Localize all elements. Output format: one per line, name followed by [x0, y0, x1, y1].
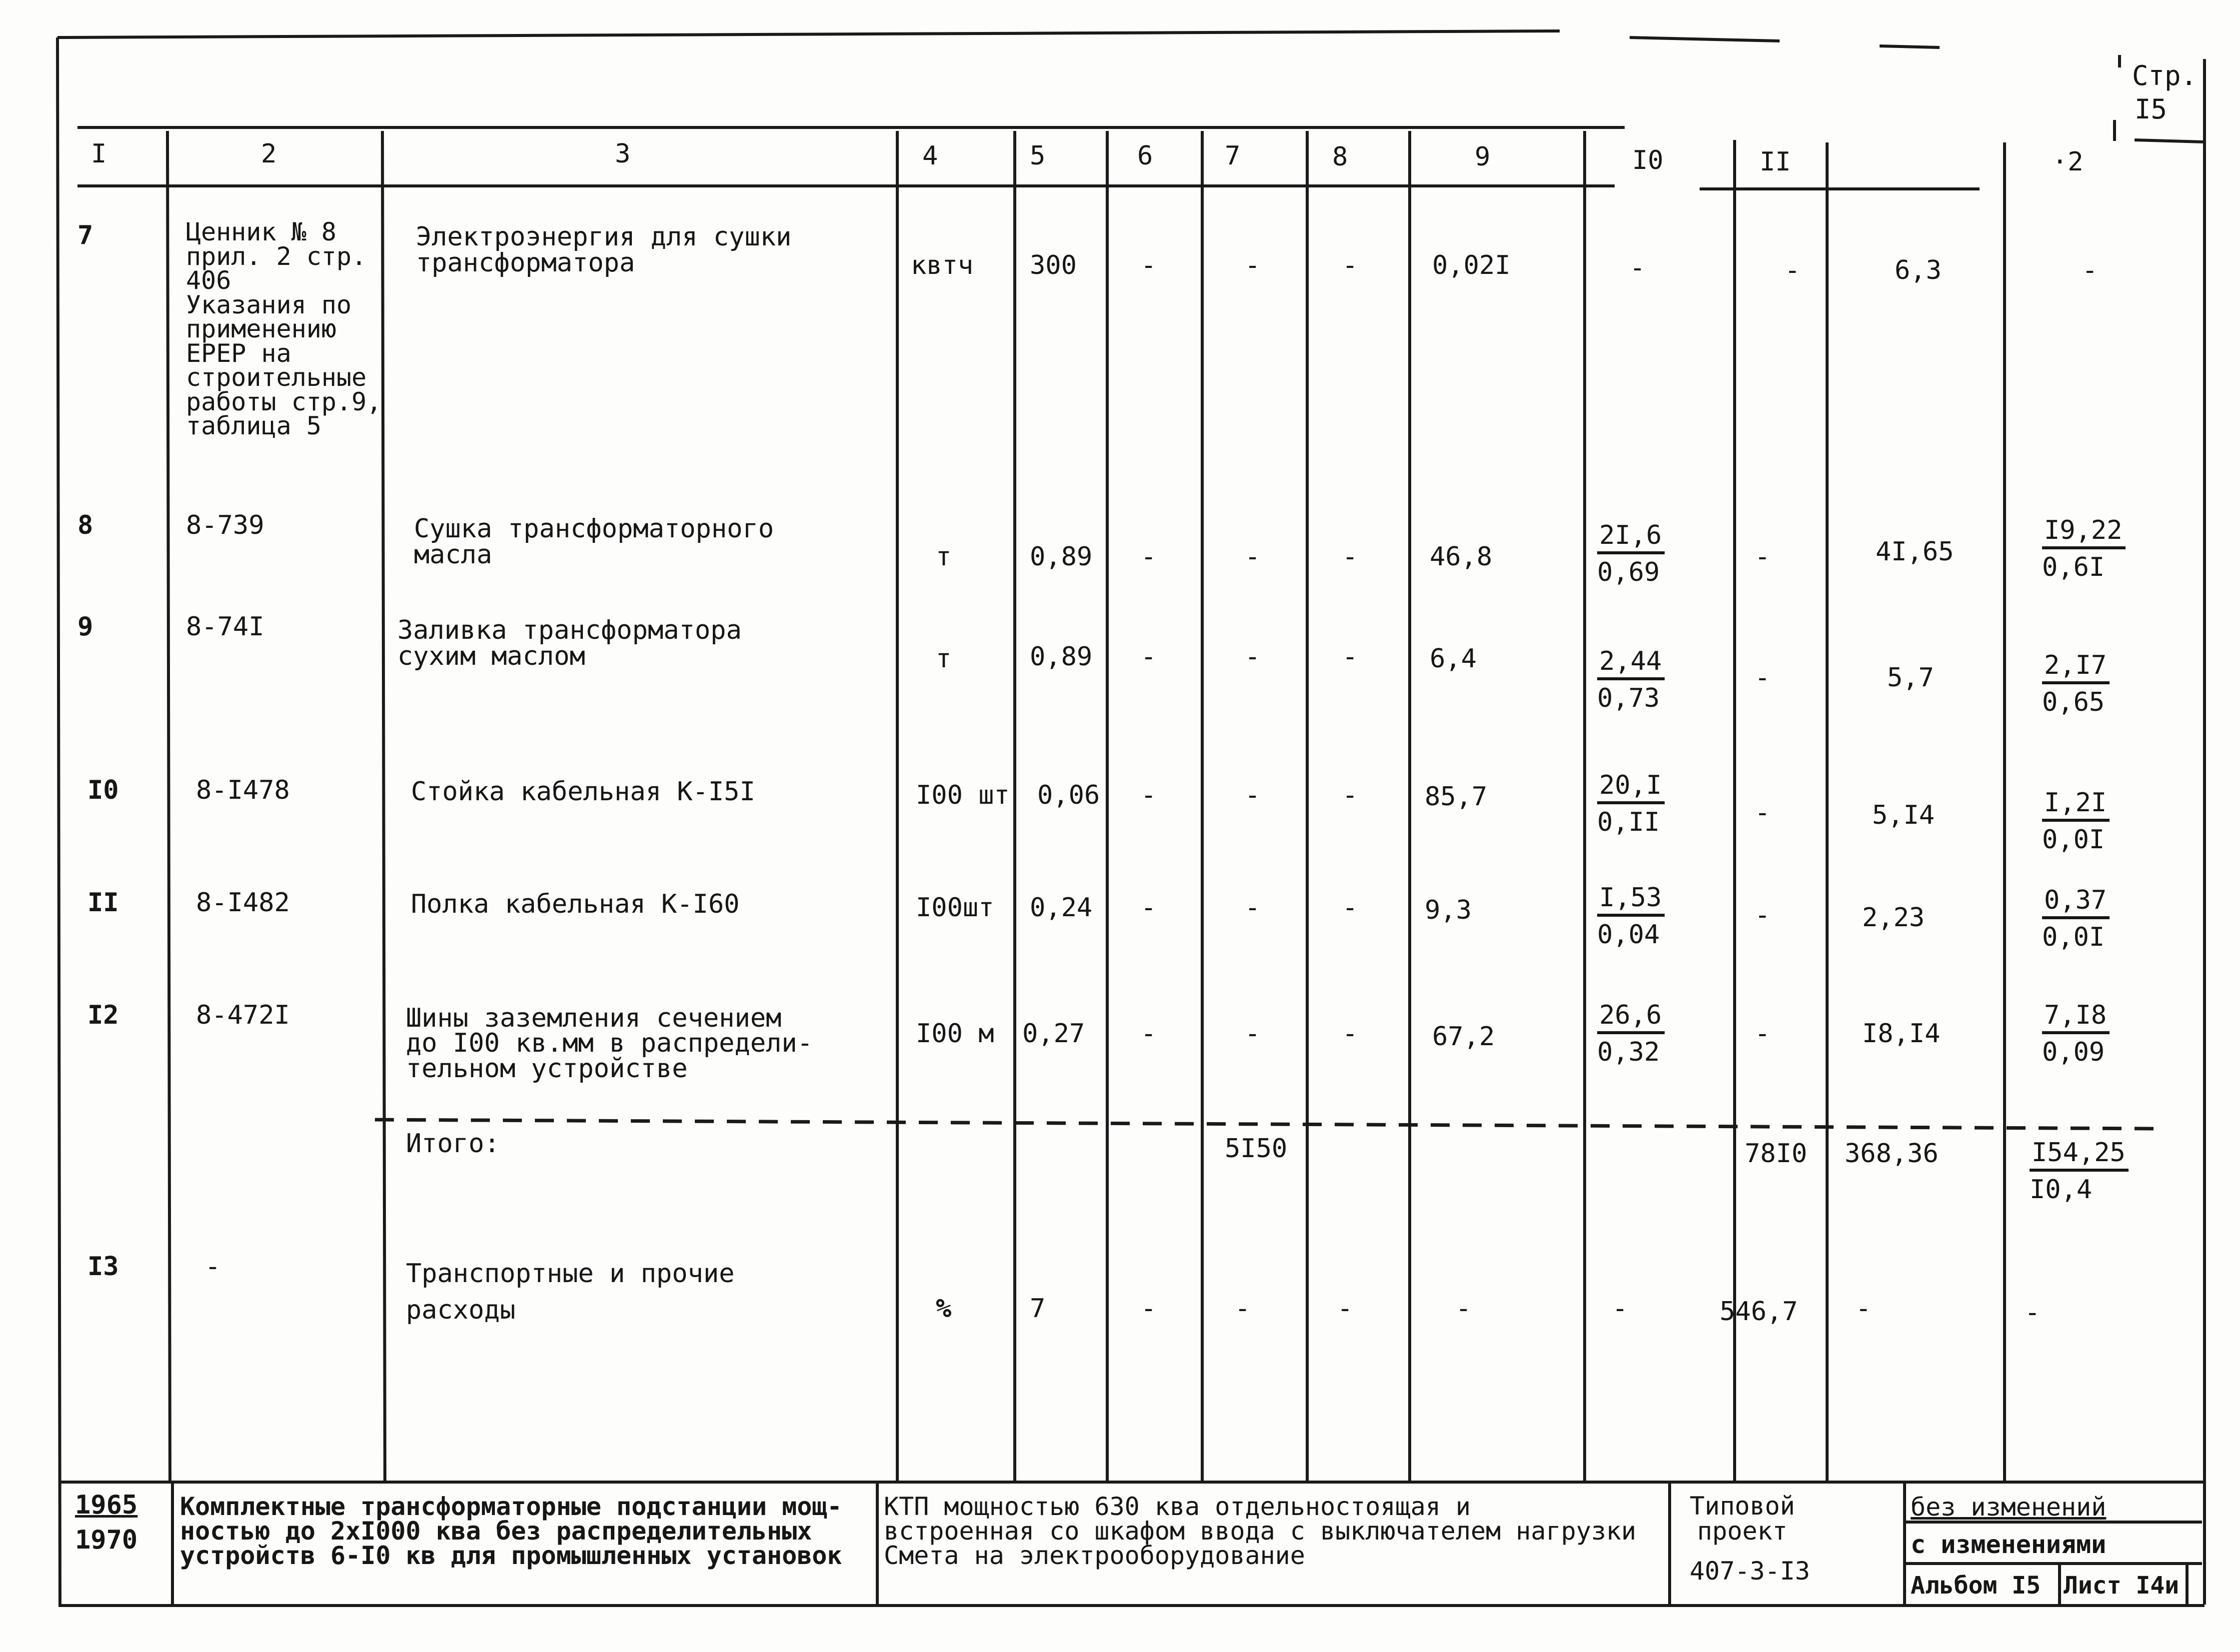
row-col13-numerator: I9,22: [2042, 517, 2126, 549]
row-code: 8-I482: [196, 888, 290, 918]
column-header: II: [1760, 147, 1791, 177]
row-number: II: [87, 888, 119, 918]
total-col12: 368,36: [1845, 1139, 1939, 1169]
row-qty: 0,06: [1037, 780, 1100, 810]
row-col10-fraction: [1597, 1002, 1665, 1065]
row-col8: -: [1342, 642, 1358, 672]
row-number: 7: [77, 220, 93, 250]
column-header: 6: [1137, 141, 1153, 171]
row-col13-fraction: [2042, 790, 2110, 853]
row-number: I0: [87, 775, 119, 805]
page-number: I5: [2135, 93, 2168, 125]
row-col13-denominator: 0,0I: [2042, 922, 2105, 952]
row-col8: -: [1342, 780, 1358, 810]
row-col10-denominator: 0,69: [1597, 557, 1660, 587]
row-col10-fraction: [1597, 522, 1665, 585]
row-col7: -: [1245, 542, 1261, 572]
row-col10-numerator: 20,I: [1597, 772, 1665, 804]
row-name: Полка кабельная К-I60: [411, 889, 740, 919]
row-number: 9: [77, 612, 93, 642]
row-col6: -: [1141, 1019, 1157, 1049]
row-col8: -: [1342, 542, 1358, 572]
row-col12: -: [1856, 1294, 1872, 1324]
row-col7: -: [1245, 893, 1261, 923]
row-col13-fraction: [2042, 517, 2126, 580]
row-name: Шины заземления сечением до I00 кв.мм в распредели- тельном устройстве: [406, 1003, 813, 1084]
row-col12: 6,3: [1895, 255, 1942, 285]
row-col11: -: [1755, 798, 1771, 828]
total-label: Итого:: [406, 1129, 500, 1159]
row-col7: -: [1245, 1019, 1261, 1049]
row-col13: -: [2082, 255, 2098, 285]
stamp-title: Комплектные трансформаторные подстанции мощ- ностью до 2хI000 ква без распределительных устройств 6-I0 кв для промышленных установок: [180, 1492, 842, 1570]
row-col9: 0,02I: [1432, 250, 1511, 280]
row-col10-numerator: 2I,6: [1597, 522, 1665, 554]
row-code: Ценник № 8 прил. 2 стр. 406 Указания по применению ЕРЕР на строительные работы стр.9, таблица 5: [186, 217, 382, 440]
row-col12: I8,I4: [1862, 1019, 1941, 1049]
row-col10-fraction: [1597, 885, 1665, 948]
row-number: I3: [87, 1252, 119, 1282]
row-unit: т: [936, 644, 952, 674]
row-col6: -: [1141, 642, 1157, 672]
row-col10-denominator: 0,73: [1597, 683, 1660, 713]
row-name: Сушка трансформаторного масла: [414, 514, 774, 570]
row-unit: I00шт: [916, 893, 994, 923]
row-qty: 0,89: [1030, 542, 1093, 572]
row-qty: 0,89: [1030, 642, 1093, 672]
row-col13-numerator: 7,I8: [2042, 1002, 2110, 1034]
total-col7: 5I50: [1225, 1134, 1288, 1164]
row-col12: 4I,65: [1876, 537, 1954, 567]
stamp-year-2: 1970: [75, 1525, 138, 1555]
row-col6: -: [1141, 542, 1157, 572]
stamp-type-label: Типовой проект: [1690, 1492, 1795, 1546]
row-col13-denominator: 0,6I: [2042, 552, 2105, 582]
row-col13-numerator: 2,I7: [2042, 652, 2110, 684]
row-col9: 67,2: [1432, 1022, 1495, 1052]
row-col7: -: [1245, 780, 1261, 810]
row-col6: -: [1141, 780, 1157, 810]
row-col11: -: [1755, 900, 1771, 930]
row-col9: 85,7: [1425, 782, 1488, 812]
stamp-album: Альбом I5: [1911, 1572, 2041, 1600]
row-col8: -: [1342, 1019, 1358, 1049]
row-code: 8-472I: [196, 1000, 290, 1030]
row-unit: I00 шт: [916, 780, 1010, 810]
total-col13-denominator: I0,4: [2030, 1175, 2093, 1205]
row-code: 8-74I: [186, 612, 264, 642]
page-label: Стр.: [2132, 60, 2198, 91]
row-col6: -: [1141, 893, 1157, 923]
row-col10-denominator: 0,II: [1597, 807, 1660, 837]
row-unit: I00 м: [916, 1019, 994, 1049]
row-col10-denominator: 0,04: [1597, 920, 1660, 950]
stamp-description: КТП мощностью 630 ква отдельностоящая и встроенная со шкафом ввода с выключателем нагрузки Смета на электрооборудование: [884, 1492, 1637, 1570]
row-code: 8-739: [186, 510, 264, 540]
row-col7: -: [1245, 642, 1261, 672]
row-qty: 300: [1030, 250, 1077, 280]
row-col11: -: [1785, 255, 1801, 285]
row-code: 8-I478: [196, 775, 290, 805]
row-col10: -: [1612, 1294, 1628, 1324]
stamp-sheet: Лист I4и: [2064, 1572, 2180, 1600]
row-name: Транспортные и прочие расходы: [406, 1259, 735, 1325]
stamp-with-changes: с изменениями: [1911, 1530, 2107, 1559]
row-col11: -: [1755, 542, 1771, 572]
row-col8: -: [1342, 250, 1358, 280]
row-col13: -: [2025, 1298, 2041, 1328]
row-col9: -: [1456, 1294, 1472, 1324]
column-header: 9: [1475, 142, 1491, 172]
row-col8: -: [1342, 893, 1358, 923]
row-col13-fraction: [2042, 887, 2110, 950]
row-qty: 0,27: [1022, 1019, 1085, 1049]
row-code: -: [205, 1252, 221, 1282]
row-number: I2: [87, 1000, 119, 1030]
stamp-year-1: 1965: [75, 1490, 138, 1520]
row-qty: 7: [1030, 1294, 1046, 1324]
row-unit: %: [936, 1294, 952, 1324]
row-col12: 5,I4: [1872, 800, 1935, 830]
total-col13-fraction: [2030, 1140, 2129, 1203]
row-col9: 9,3: [1425, 895, 1472, 925]
row-name: Электроэнергия для сушки трансформатора: [416, 222, 792, 278]
row-col12: 5,7: [1887, 663, 1934, 693]
row-col6: -: [1141, 250, 1157, 280]
row-col6: -: [1141, 1294, 1157, 1324]
row-col10-denominator: 0,32: [1597, 1037, 1660, 1067]
column-header: 2: [261, 139, 277, 169]
row-unit: т: [936, 542, 952, 572]
column-header: 8: [1332, 142, 1348, 172]
row-col9: 46,8: [1430, 542, 1493, 572]
row-col10-fraction: [1597, 772, 1665, 835]
row-col9: 6,4: [1430, 644, 1477, 674]
row-col13-denominator: 0,09: [2042, 1037, 2105, 1067]
row-number: 8: [77, 510, 93, 540]
total-col11: 78I0: [1745, 1139, 1808, 1169]
row-col12: 2,23: [1862, 903, 1925, 933]
row-col13-denominator: 0,65: [2042, 687, 2105, 717]
row-col8: -: [1337, 1294, 1353, 1324]
stamp-project-number: 407-3-I3: [1690, 1557, 1810, 1586]
column-header: 7: [1225, 141, 1241, 171]
row-col7: -: [1245, 250, 1261, 280]
row-col13-denominator: 0,0I: [2042, 825, 2105, 855]
row-col10: -: [1630, 253, 1646, 283]
row-col11: -: [1755, 663, 1771, 693]
row-col13-numerator: I,2I: [2042, 790, 2110, 822]
column-header: 4: [922, 141, 938, 171]
row-col13-fraction: [2042, 652, 2110, 715]
column-header: I: [91, 139, 107, 169]
row-name: Заливка трансформатора сухим маслом: [397, 615, 742, 671]
row-unit: квтч: [911, 250, 974, 280]
row-col10-fraction: [1597, 648, 1665, 711]
column-header: I0: [1632, 145, 1664, 175]
row-col7: -: [1235, 1294, 1251, 1324]
column-header: ·2: [2052, 147, 2084, 177]
column-header: 5: [1030, 141, 1046, 171]
row-col10-numerator: I,53: [1597, 885, 1665, 917]
row-col13-numerator: 0,37: [2042, 887, 2110, 919]
row-col10-numerator: 26,6: [1597, 1002, 1665, 1034]
row-qty: 0,24: [1030, 893, 1093, 923]
row-col10-numerator: 2,44: [1597, 648, 1665, 680]
row-name: Стойка кабельная К-I5I: [411, 777, 755, 807]
row-col11: -: [1755, 1019, 1771, 1049]
total-col13-numerator: I54,25: [2030, 1140, 2129, 1172]
stamp-no-changes: без изменений: [1911, 1493, 2107, 1522]
row-col13-fraction: [2042, 1002, 2110, 1065]
column-header: 3: [615, 139, 631, 169]
row-col11: 546,7: [1720, 1297, 1798, 1327]
